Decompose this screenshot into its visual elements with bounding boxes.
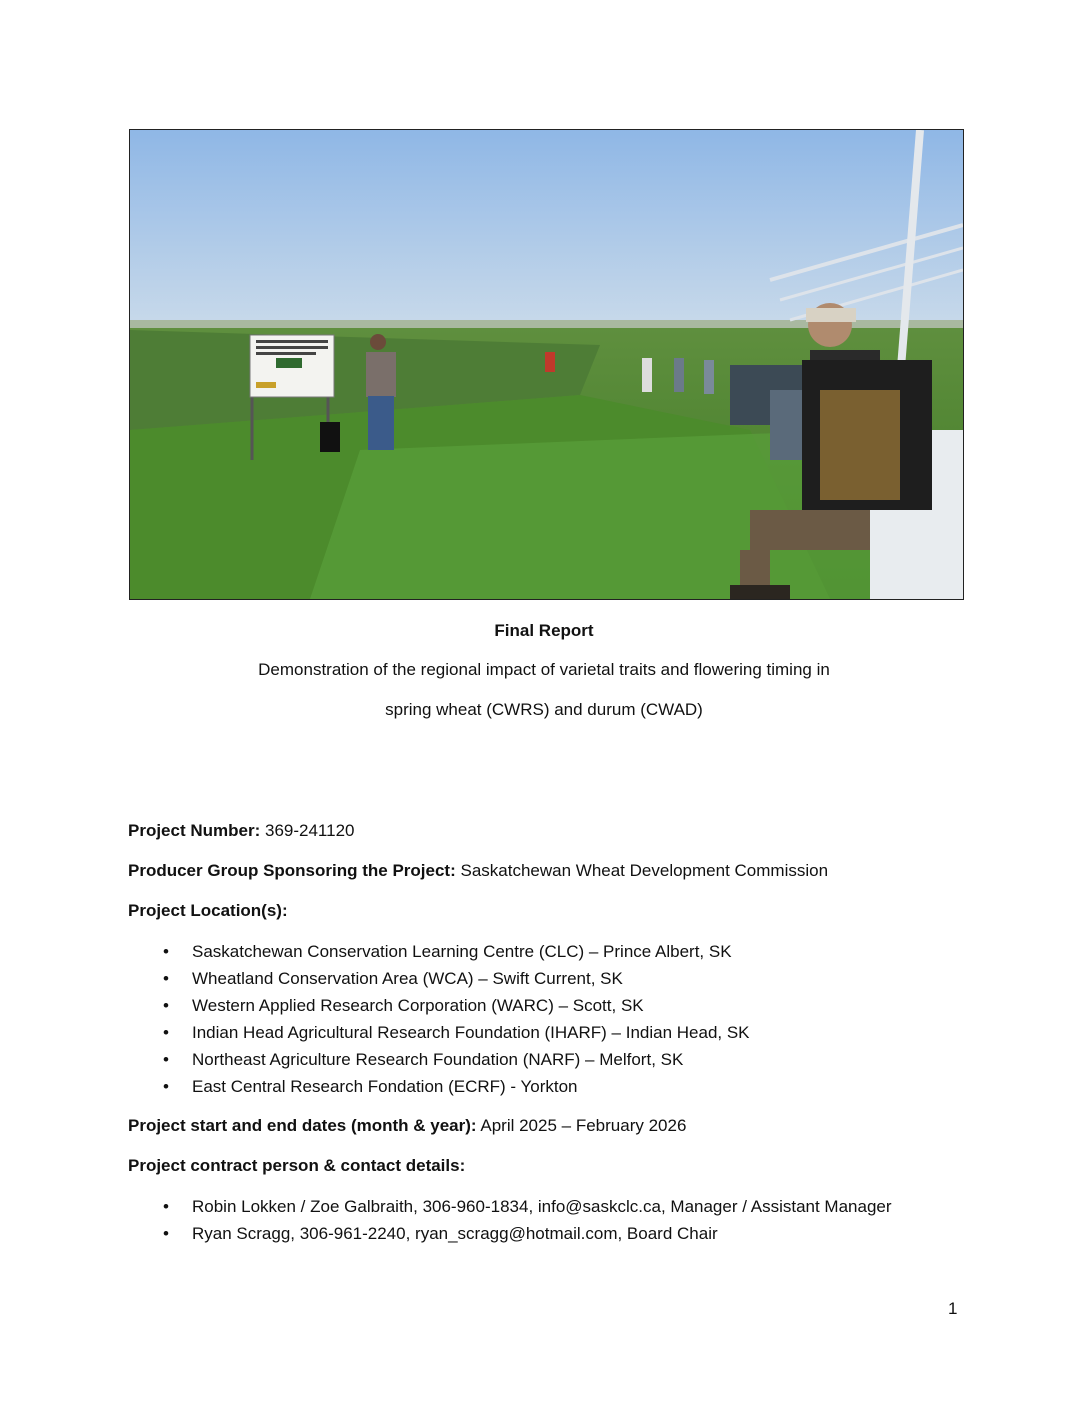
producer-group-label: Producer Group Sponsoring the Project: [128,861,456,880]
contacts-heading [128,1156,465,1176]
contacts-label: Project contract person & contact details: [128,1156,466,1175]
report-subtitle-line2: spring wheat (CWRS) and durum (CWAD) [385,700,703,719]
location-item: • Saskatchewan Conservation Learning Centre (CLC) – Prince Albert, SK [163,941,750,968]
locations-heading [128,901,288,921]
field-day-photo [129,129,964,600]
dates-value: April 2025 – February 2026 [480,1116,687,1135]
contact-item: • Ryan Scragg, 306-961-2240, ryan_scragg@hotmail.com, Board Chair [163,1223,892,1250]
location-item: • Wheatland Conservation Area (WCA) – Swift Current, SK [163,968,750,995]
project-number-value: 369-241120 [264,821,355,840]
locations-list [163,941,750,1103]
report-title: Final Report [494,621,594,640]
dates-label: Project start and end dates (month & year): [128,1116,477,1135]
report-subtitle-line1: Demonstration of the regional impact of varietal traits and flowering timing in [258,660,830,679]
project-number-label: Project Number: [128,821,261,840]
page-number: 1 [948,1299,958,1318]
producer-group-value: Saskatchewan Wheat Development Commission [460,861,829,880]
project-number-row [128,821,354,841]
contact-item: • Robin Lokken / Zoe Galbraith, 306-960-1834, info@saskclc.ca, Manager / Assistant Manager [163,1196,892,1223]
locations-label: Project Location(s): [128,901,288,920]
location-item: • Indian Head Agricultural Research Foundation (IHARF) – Indian Head, SK [163,1022,750,1049]
field-day-illustration [130,130,963,599]
producer-group-row [128,861,828,881]
location-item: • Northeast Agriculture Research Foundation (NARF) – Melfort, SK [163,1049,750,1076]
location-item: • Western Applied Research Corporation (WARC) – Scott, SK [163,995,750,1022]
dates-row [128,1116,686,1136]
contacts-list [163,1196,892,1250]
location-item: • East Central Research Fondation (ECRF) - Yorkton [163,1076,750,1103]
